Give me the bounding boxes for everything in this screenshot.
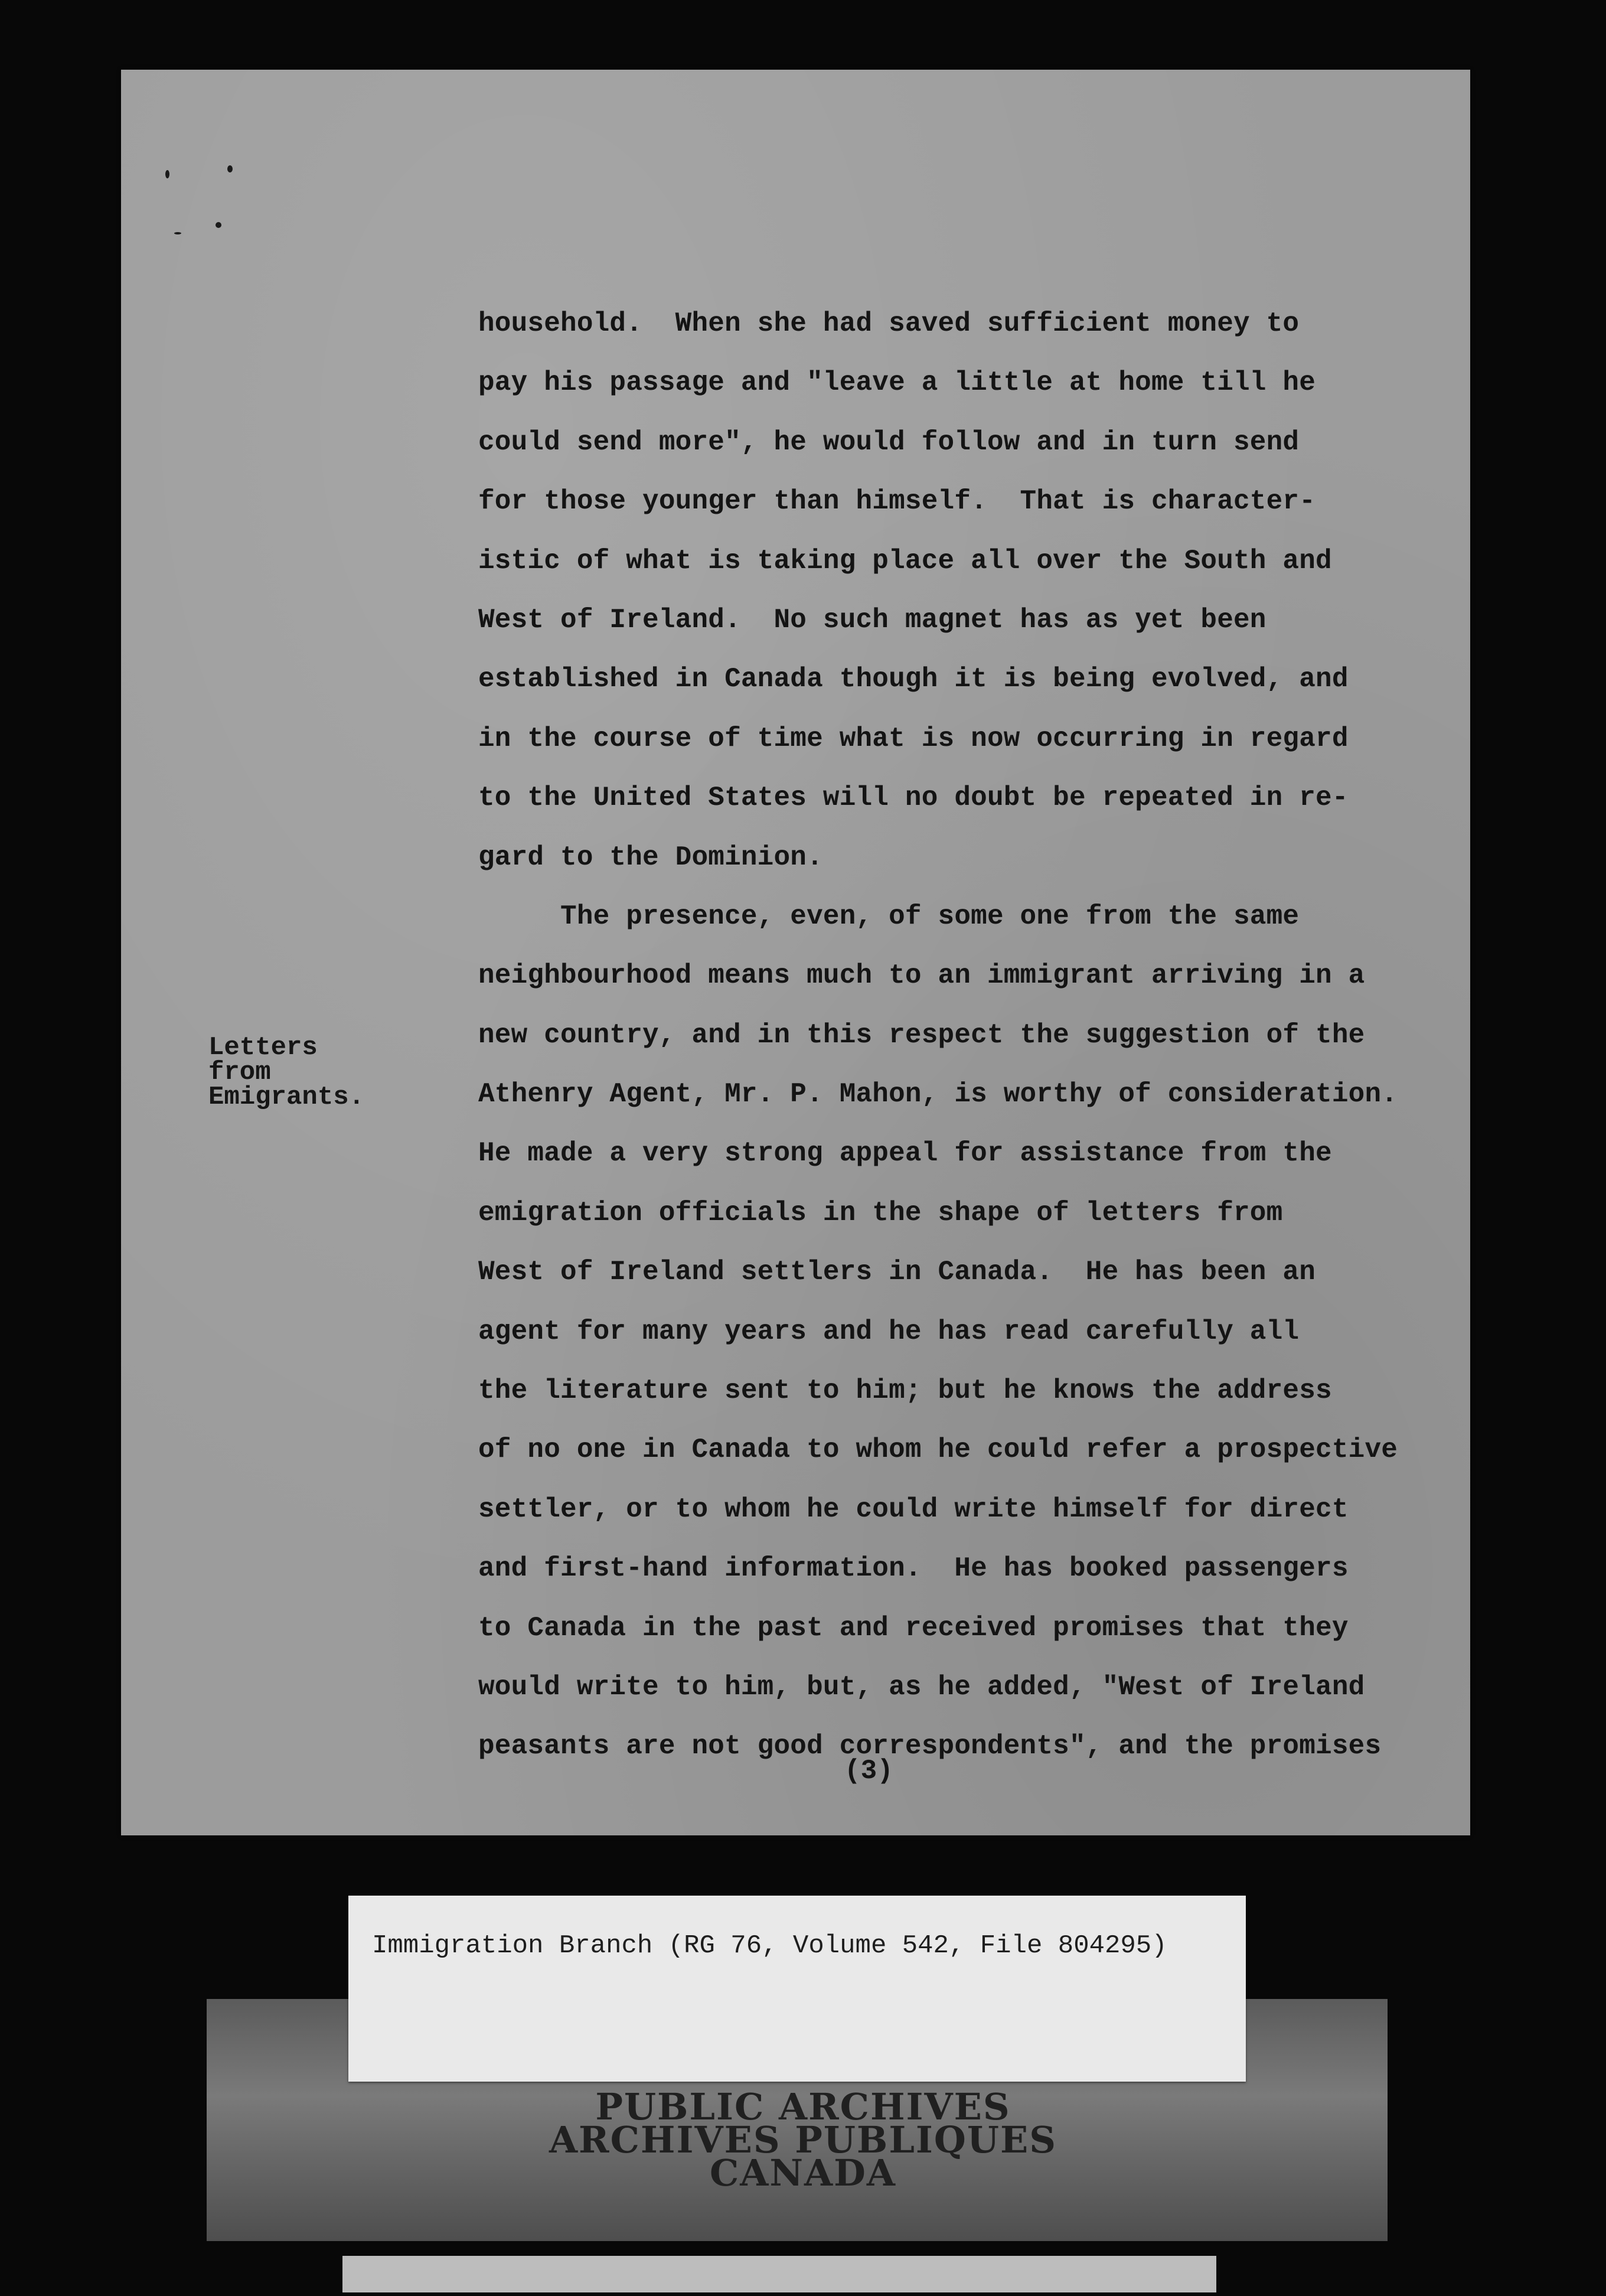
stamp-line: CANADA — [709, 2151, 897, 2194]
text-line: neighbourhood means much to an immigrant arriving in a — [478, 960, 1365, 992]
stamp-line: PUBLIC ARCHIVES — [595, 2085, 1011, 2128]
citation-card — [348, 1896, 1246, 2082]
archive-strip-lower — [342, 2256, 1216, 2292]
margin-note — [208, 1035, 364, 1110]
text-line: in the course of time what is now occurring in regard — [478, 723, 1349, 754]
ink-speck — [174, 232, 181, 234]
text-line: peasants are not good correspondents", and the promises — [478, 1731, 1382, 1762]
text-line: West of Ireland settlers in Canada. He has been an — [478, 1257, 1316, 1288]
text-line: pay his passage and "leave a little at home till he — [478, 367, 1316, 399]
text-line: gard to the Dominion. — [478, 842, 823, 873]
text-line: for those younger than himself. That is character- — [478, 486, 1316, 517]
margin-note-line: Letters — [208, 1033, 318, 1062]
text-line: West of Ireland. No such magnet has as yet been — [478, 604, 1266, 635]
typed-page — [121, 70, 1470, 1835]
text-line: the literature sent to him; but he knows the address — [478, 1375, 1332, 1407]
text-line: established in Canada though it is being evolved, and — [478, 664, 1349, 695]
text-line: could send more", he would follow and in turn send — [478, 426, 1300, 458]
text-line: new country, and in this respect the suggestion of the — [478, 1019, 1365, 1051]
text-line: istic of what is taking place all over the South and — [478, 545, 1332, 576]
text-line: settler, or to whom he could write himself for direct — [478, 1493, 1349, 1525]
stamp-line: ARCHIVES PUBLIQUES — [549, 2118, 1057, 2161]
text-line: The presence, even, of some one from the same — [478, 901, 1300, 932]
text-line: would write to him, but, as he added, "West of Ireland — [478, 1671, 1365, 1703]
margin-note-line: Emigrants. — [208, 1082, 365, 1112]
text-line: Athenry Agent, Mr. P. Mahon, is worthy of consideration. — [478, 1079, 1398, 1110]
page-number: (3) — [844, 1756, 893, 1786]
ink-speck — [165, 170, 169, 178]
ink-speck — [216, 222, 221, 228]
text-line: to the United States will no doubt be repeated in re- — [478, 782, 1349, 814]
text-line: to Canada in the past and received promises that they — [478, 1612, 1349, 1643]
archives-stamp — [508, 2085, 1098, 2194]
ink-speck — [227, 165, 233, 172]
body-text — [478, 294, 1482, 1776]
text-line: and first-hand information. He has booked passengers — [478, 1553, 1349, 1584]
text-line: of no one in Canada to whom he could refer a prospective — [478, 1434, 1398, 1466]
text-line: emigration officials in the shape of letters from — [478, 1197, 1283, 1228]
text-line: household. When she had saved sufficient money to — [478, 308, 1300, 339]
margin-note-line: from — [208, 1058, 271, 1087]
text-line: agent for many years and he has read carefully all — [478, 1316, 1300, 1347]
citation-text: Immigration Branch (RG 76, Volume 542, File 804295) — [372, 1931, 1167, 1961]
text-line: He made a very strong appeal for assistance from the — [478, 1138, 1332, 1169]
